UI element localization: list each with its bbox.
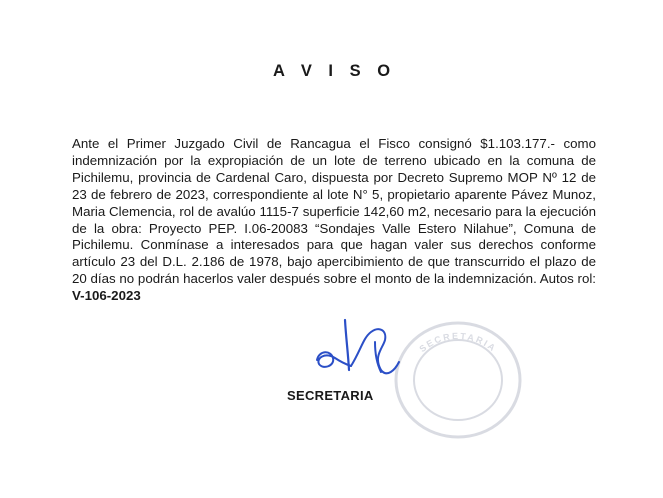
- notice-title: A V I S O: [272, 62, 397, 80]
- stamp-text: SECRETARIA: [417, 330, 499, 355]
- handwritten-signature: [315, 300, 425, 390]
- signer-title: SECRETARIA: [287, 388, 374, 403]
- notice-body: [72, 136, 596, 305]
- notice-body-text: Ante el Primer Juzgado Civil de Rancagua el Fisco consignó $1.103.177.- como indemnización por la expropiación de un lote de terreno ubicado en la comuna de Pichilemu, provincia de Cardenal Caro, dispuesta por Decreto Supremo MOP Nº 12 de 23 de febrero de 2023, correspondiente al lote N° 5, propietario aparente Pávez Munoz, Maria Clemencia, rol de avalúo 1115-7 superficie 142,60 m2, necesario para la ejecución de la obra: Proyecto PEP. I.06-20083 “Sondajes Valle Estero Nilahue”, Comuna de Pichilemu. Conmínase a interesados para que hagan valer sus derechos conforme artículo 23 del D.L. 2.186 de 1978, bajo apercibimiento de que transcurrido el plazo de 20 días no podrán hacerlos valer después sobre el monto de la indemnización. Autos rol:: [72, 136, 596, 287]
- case-number: V-106-2023: [72, 288, 141, 304]
